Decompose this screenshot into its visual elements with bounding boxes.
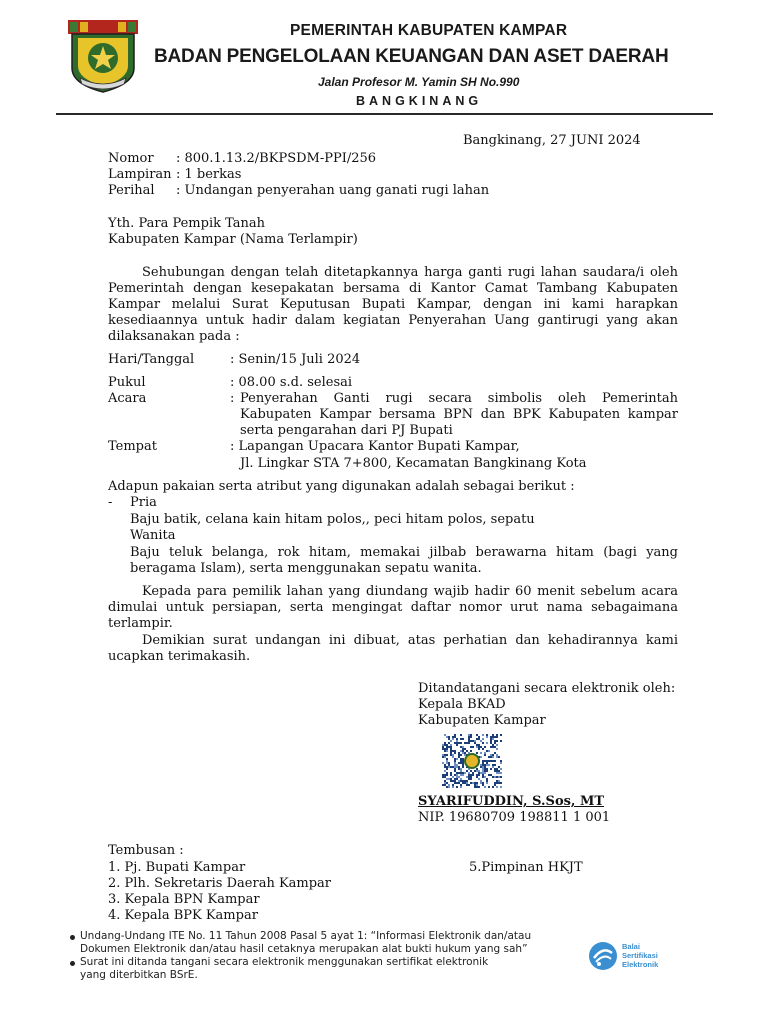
footer-note-1-line-1: Undang-Undang ITE No. 11 Tahun 2008 Pasal 5 ayat 1: “Informasi Elektronik dan/atau <box>80 930 532 942</box>
agency-name: BADAN PENGELOLAAN KEUANGAN DAN ASET DAERAH <box>154 46 669 67</box>
recipient-line-2: Kabupaten Kampar (Nama Terlampir) <box>108 232 358 247</box>
dress-dash: - <box>108 495 113 510</box>
kampar-regency-logo <box>66 18 140 94</box>
tembusan-title: Tembusan : <box>108 843 184 858</box>
tembusan-item: 3. Kepala BPN Kampar <box>108 892 260 907</box>
lampiran-label: Lampiran <box>108 167 172 182</box>
agency-city: BANGKINANG <box>356 94 483 108</box>
pukul-value: : 08.00 s.d. selesai <box>230 375 353 390</box>
acara-line-3: serta pengarahan dari PJ Bupati <box>240 423 453 438</box>
acara-label: Acara <box>108 391 147 406</box>
tembusan-item: 4. Kepala BPK Kampar <box>108 908 258 923</box>
tempat-line-2: Jl. Lingkar STA 7+800, Kecamatan Bangkinang Kota <box>240 456 587 471</box>
para3-line-2: ucapkan terimakasih. <box>108 649 251 664</box>
perihal-label: Perihal <box>108 183 155 198</box>
bsre-logo-icon <box>588 941 618 971</box>
wanita-label: Wanita <box>130 528 176 543</box>
para2-line-1: Kepada para pemilik lahan yang diundang wajib hadir 60 menit sebelum acara <box>142 584 678 599</box>
lampiran-value: : 1 berkas <box>176 167 242 182</box>
para2-line-3: terlampir. <box>108 616 173 631</box>
signer-name: SYARIFUDDIN, S.Sos, MT <box>418 794 605 809</box>
para1-line-1: Sehubungan dengan telah ditetapkannya harga ganti rugi lahan saudara/i oleh <box>142 265 678 280</box>
bsre-label-line: Balai <box>622 942 640 951</box>
tembusan-item-5: 5.Pimpinan HKJT <box>469 860 583 875</box>
para1-line-5: dilaksanakan pada : <box>108 329 240 344</box>
wanita-line-2: beragama Islam), serta menggunakan sepatu wanita. <box>130 561 482 576</box>
acara-line-1: Penyerahan Ganti rugi secara simbolis oleh Pemerintah <box>240 391 678 406</box>
tempat-label: Tempat <box>108 439 157 454</box>
agency-address: Jalan Profesor M. Yamin SH No.990 <box>318 75 520 89</box>
signed-by: Ditandatangani secara elektronik oleh: <box>418 681 676 696</box>
signer-region: Kabupaten Kampar <box>418 713 546 728</box>
hari-label: Hari/Tanggal <box>108 352 195 367</box>
signer-position: Kepala BKAD <box>418 697 506 712</box>
signer-nip: NIP. 19680709 198811 1 001 <box>418 810 611 825</box>
para3-line-1: Demikian surat undangan ini dibuat, atas perhatian dan kehadirannya kami <box>142 633 678 648</box>
government-name: PEMERINTAH KABUPATEN KAMPAR <box>290 22 568 39</box>
nomor-value: : 800.1.13.2/BKPSDM-PPI/256 <box>176 151 377 166</box>
pria-label: Pria <box>130 495 157 510</box>
perihal-value: : Undangan penyerahan uang ganati rugi lahan <box>176 183 490 198</box>
bsre-label-line: Elektronik <box>622 960 659 969</box>
acara-line-2: Kabupaten Kampar bersama BPN dan BPK Kabupaten kampar <box>240 407 678 422</box>
para1-line-2: Pemerintah dengan kesepakatan bersama di Kantor Camat Tambang Kabupaten <box>108 281 678 296</box>
header-divider <box>56 113 713 115</box>
tembusan-item: 2. Plh. Sekretaris Daerah Kampar <box>108 876 332 891</box>
signature-qr-code <box>442 734 502 788</box>
recipient-line-1: Yth. Para Pempik Tanah <box>108 216 266 231</box>
tembusan-item: 1. Pj. Bupati Kampar <box>108 860 246 875</box>
dress-intro: Adapun pakaian serta atribut yang digunakan adalah sebagai berikut : <box>108 479 575 494</box>
bsre-label-line: Sertifikasi <box>622 951 658 960</box>
footer-bullet <box>70 961 75 966</box>
bsre-label <box>622 942 658 969</box>
para1-line-3: Kampar melalui Surat Keputusan Bupati Kampar, dengan ini kami harapkan <box>108 297 678 312</box>
para1-line-4: kesediaannya untuk hadir dalam kegiatan Penyerahan Uang gantirugi yang akan <box>108 313 678 328</box>
wanita-line-1: Baju teluk belanga, rok hitam, memakai jilbab berawarna hitam (bagi yang <box>130 545 678 560</box>
footer-bullet <box>70 935 75 940</box>
place-date: Bangkinang, 27 JUNI 2024 <box>463 133 641 148</box>
para2-line-2: dimulai untuk persiapan, serta mengingat daftar nomor urut nama sebagaimana <box>108 600 678 615</box>
footer-note-2-line-1: Surat ini ditanda tangani secara elektronik menggunakan sertifikat elektronik <box>80 956 489 968</box>
acara-colon: : <box>230 391 235 406</box>
footer-note-1-line-2: Dokumen Elektronik dan/atau hasil cetaknya merupakan alat bukti hukum yang sah” <box>80 943 528 955</box>
pria-desc: Baju batik, celana kain hitam polos,, peci hitam polos, sepatu <box>130 512 535 527</box>
pukul-label: Pukul <box>108 375 146 390</box>
hari-value: : Senin/15 Juli 2024 <box>230 352 361 367</box>
nomor-label: Nomor <box>108 151 154 166</box>
tempat-line-1: : Lapangan Upacara Kantor Bupati Kampar, <box>230 439 520 454</box>
footer-note-2-line-2: yang diterbitkan BSrE. <box>80 969 198 981</box>
